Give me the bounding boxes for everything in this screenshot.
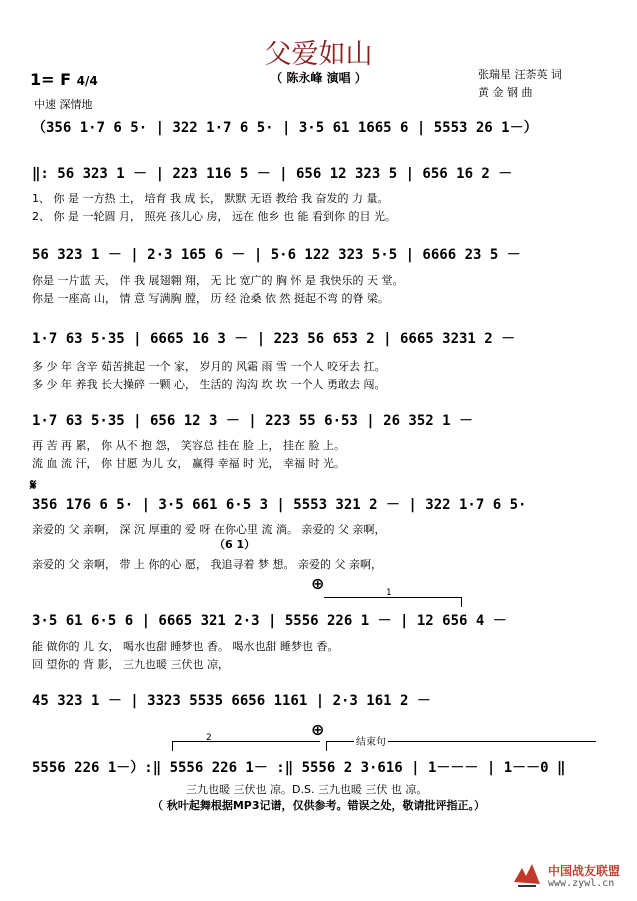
song-title: 父爱如山: [264, 39, 373, 70]
ending-label: 结束句: [354, 733, 388, 748]
volta-2-tick: [172, 741, 173, 751]
alternate-notes: （6 1）: [214, 538, 256, 551]
lyric-row-7-verse-1: 能 做你的 儿 女， 喝水也甜 睡梦也 香。 喝水也甜 睡梦也 香。: [32, 640, 339, 653]
lyric-row-6-verse-2: 亲爱的 父 亲啊， 带 上 你的心 愿， 我追寻着 梦 想。 亲爱的 父 亲啊，: [32, 558, 382, 571]
segno-sign: 𝄋: [30, 476, 37, 494]
key-label: 1= F: [30, 70, 72, 89]
volta-1-tick: [461, 597, 462, 607]
notation-row-3: 56 323 1 － | 2·3 165 6 － | 5·6 122 323 5·5 | 6666 23 5 －: [32, 247, 521, 263]
lyric-row-5-verse-1: 再 苦 再 累， 你 从不 抱 怨， 笑容总 挂在 脸 上， 挂在 脸 上。: [32, 439, 345, 452]
notation-row-9: 5556 226 1－）:‖ 5556 226 1－ :‖ 5556 2 3·616 | 1－－－ | 1－－0 ‖: [32, 760, 566, 776]
lyric-row-6-verse-1: 亲爱的 父 亲啊， 深 沉 厚重的 爱 呀 在你心里 流 淌。 亲爱的 父 亲啊，: [32, 523, 386, 536]
lyric-row-4-verse-2: 多 少 年 养我 长大操碎 一颗 心， 生活的 沟沟 坎 坎 一个人 勇敢去 闯。: [32, 378, 386, 391]
notation-row-2: ‖: 56 323 1 － | 223 116 5 － | 656 12 323 5 | 656 16 2 －: [32, 166, 513, 182]
lyric-row-4-verse-1: 多 少 年 含辛 茹苦挑起 一个 家， 岁月的 风霜 雨 雪 一个人 咬牙去 扛。: [32, 360, 386, 373]
volta-2-label: 2: [206, 733, 212, 743]
volta-1-bracket: [324, 597, 462, 598]
tempo-mood: 中速 深情地: [34, 98, 93, 111]
composer-credit: 黄 金 钢 曲: [478, 86, 533, 99]
notation-row-1: （356 1·7 6 5· | 322 1·7 6 5· | 3·5 61 1665 6 | 5553 26 1－）: [32, 120, 538, 136]
ending-tick: [326, 741, 327, 751]
volta-2-bracket: [172, 741, 320, 742]
logo-emblem-icon: [512, 860, 542, 890]
notation-row-5: 1·7 63 5·35 | 656 12 3 － | 223 55 6·53 | 26 352 1 －: [32, 413, 474, 429]
time-signature: 4/4: [76, 74, 98, 88]
notation-row-8: 45 323 1 － | 3323 5535 6656 1161 | 2·3 161 2 －: [32, 693, 431, 709]
lyric-row-5-verse-2: 流 血 流 汗， 你 甘愿 为儿 女， 赢得 幸福 时 光， 幸福 时 光。: [32, 457, 345, 470]
lyricist-credit: 张瑞星 汪荼英 词: [478, 68, 562, 81]
notation-row-7: 3·5 61 6·5 6 | 6665 321 2·3 | 5556 226 1 － | 12 656 4 －: [32, 613, 507, 629]
coda-sign-1: ⊕: [311, 574, 325, 593]
key-signature: [30, 70, 98, 89]
logo-text: 中国战友联盟: [548, 864, 621, 878]
transcription-note: （ 秋叶起舞根据MP3记谱，仅供参考。错误之处，敬请批评指正。）: [152, 799, 485, 812]
lyric-row-2-verse-2: 2、 你 是 一轮圆 月， 照亮 孩儿心 房， 远在 他乡 也 能 看到你 的目 光。: [32, 210, 396, 223]
volta-1-label: 1: [386, 588, 392, 598]
lyric-row-2-verse-1: 1、 你 是 一方热 土， 培育 我 成 长， 默默 无语 教给 我 奋发的 力 量。: [32, 192, 389, 205]
lyric-row-7-verse-2: 回 望你的 背 影， 三九也暖 三伏也 凉，: [32, 658, 229, 671]
singer-credit: （ 陈永峰 演唱 ）: [270, 71, 367, 85]
notation-row-6: 356 176 6 5· | 3·5 661 6·5 3 | 5553 321 2 － | 322 1·7 6 5·: [32, 497, 527, 513]
lyric-row-3-verse-2: 你是 一座高 山， 情 意 写满胸 膛， 历 经 沧桑 依 然 挺起不弯 的脊 梁。: [32, 292, 389, 305]
notation-row-4: 1·7 63 5·35 | 6665 16 3 － | 223 56 653 2 | 6665 3231 2 －: [32, 331, 516, 347]
coda-sign-2: ⊕: [311, 720, 325, 739]
lyric-row-3-verse-1: 你是 一片蓝 天， 伴 我 展翅翱 翔， 无 比 宽广的 胸 怀 是 我快乐的 天 堂。: [32, 274, 404, 287]
logo-url: www.zywl.cn: [548, 878, 615, 889]
lyric-row-9: 三九也暖 三伏也 凉。D.S. 三九也暖 三伏 也 凉。: [186, 783, 428, 796]
